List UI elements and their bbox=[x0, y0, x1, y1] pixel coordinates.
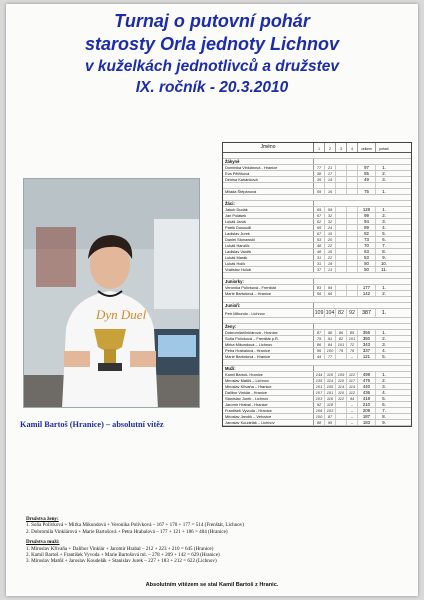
player-name: Marie Bartošová - Hranice bbox=[223, 354, 314, 359]
table-header bbox=[223, 143, 411, 153]
round-score: 82 bbox=[336, 309, 347, 317]
men-team-result: 1. Miroslav Křivaňa + Dalibor Vinklár + Jaromír Hrabal – 212 + 223 + 210 = 645 (Hranice) bbox=[26, 545, 214, 552]
header-round-1: 1 bbox=[314, 143, 325, 152]
placement: 2. bbox=[382, 336, 386, 341]
round-score: 116 bbox=[325, 372, 336, 377]
player-name: Stanislav Jurek - Lichnov bbox=[223, 396, 314, 401]
total-score: 440 bbox=[358, 384, 376, 389]
player-name: Dalibor Vinklár - Hranice bbox=[223, 390, 314, 395]
placement: 1. bbox=[382, 165, 386, 170]
round-score: 72 bbox=[347, 342, 358, 347]
player-name: Jakub Dudák bbox=[223, 207, 314, 212]
placement: 1. bbox=[382, 189, 386, 194]
men-team-result: 2. Kamil Bartoš + František Vyvoda + Marie Bartošová ml. – 278 + 209 + 142 = 629 (Hranice) bbox=[26, 552, 220, 559]
round-score: 144 bbox=[314, 372, 325, 377]
total-score: 70 bbox=[358, 243, 376, 248]
round-score: 56 bbox=[314, 291, 325, 296]
round-score bbox=[347, 249, 358, 254]
round-score: 114 bbox=[347, 384, 358, 389]
results-table bbox=[222, 142, 412, 427]
round-score: 35 bbox=[314, 177, 325, 182]
round-score bbox=[336, 219, 347, 224]
total-score: 183 bbox=[358, 420, 376, 425]
total-score: 177 bbox=[358, 285, 376, 290]
total-score: 94 bbox=[358, 219, 376, 224]
round-score bbox=[347, 207, 358, 212]
placement: 2. bbox=[382, 378, 386, 383]
round-score: 14 bbox=[325, 177, 336, 182]
round-score bbox=[336, 408, 347, 413]
placement: 5. bbox=[382, 354, 386, 359]
total-score: 418 bbox=[358, 396, 376, 401]
round-score: 59 bbox=[314, 189, 325, 194]
round-score: 59 bbox=[325, 207, 336, 212]
round-score: 104 bbox=[325, 310, 335, 316]
total-score: 97 bbox=[358, 165, 376, 170]
section-title: Ženy: bbox=[223, 324, 314, 329]
total-score: 50 bbox=[358, 267, 376, 272]
round-score: 118 bbox=[325, 402, 336, 407]
round-score bbox=[336, 267, 347, 272]
document-page bbox=[6, 4, 418, 596]
round-score: 117 bbox=[347, 378, 358, 383]
round-score: 31 bbox=[314, 255, 325, 260]
round-score: 37 bbox=[314, 267, 325, 272]
round-score: 75 bbox=[336, 348, 347, 353]
player-name: Lukáš Hanzlík bbox=[223, 243, 314, 248]
photo-caption: Kamil Bartoš (Hranice) – absolutní vítěz bbox=[20, 420, 164, 429]
round-score: 116 bbox=[325, 396, 336, 401]
round-score bbox=[347, 213, 358, 218]
round-score bbox=[336, 255, 347, 260]
round-score: – bbox=[347, 408, 358, 413]
player-name: Ladislav Vaněk bbox=[223, 249, 314, 254]
document-title bbox=[6, 10, 418, 98]
round-score: – bbox=[347, 420, 358, 425]
round-score: 62 bbox=[314, 219, 325, 224]
round-score: 31 bbox=[314, 261, 325, 266]
round-score bbox=[336, 414, 347, 419]
round-score: 21 bbox=[325, 165, 336, 170]
round-score bbox=[336, 207, 347, 212]
placement: 3. bbox=[382, 219, 386, 224]
section-title: Junioři: bbox=[223, 303, 314, 308]
round-score bbox=[336, 243, 347, 248]
total-score: 75 bbox=[358, 189, 376, 194]
player-name: Lukáš Marák bbox=[223, 255, 314, 260]
men-team-result: 3. Miroslav Matůš + Jaroslav Koudelák + Stanislav Jurek – 227 + 183 + 212 = 622 (Lichnov) bbox=[26, 558, 217, 565]
round-score: 86 bbox=[314, 342, 325, 347]
round-score: 112 bbox=[336, 396, 347, 401]
placement: 5. bbox=[382, 231, 386, 236]
placement: 1. bbox=[382, 372, 386, 377]
placement: 8. bbox=[382, 414, 386, 419]
round-score: 91 bbox=[325, 336, 336, 341]
player-name: Jaromír Hrabal - Hranice bbox=[223, 402, 314, 407]
total-score: 89 bbox=[358, 225, 376, 230]
round-score bbox=[314, 183, 325, 188]
player-name: Jaroslav Koudelák – Lichnov bbox=[223, 420, 314, 425]
player-name: Petra Hrabalová - Hranice bbox=[223, 348, 314, 353]
player-name: Patrik Dosoudil bbox=[223, 225, 314, 230]
round-score: 110 bbox=[336, 378, 347, 383]
round-score: 22 bbox=[325, 255, 336, 260]
round-score: 84 bbox=[325, 342, 336, 347]
round-score: 110 bbox=[336, 390, 347, 395]
round-score: 101 bbox=[347, 336, 358, 341]
round-score bbox=[325, 183, 336, 188]
placement: 4. bbox=[382, 225, 386, 230]
placement: 9. bbox=[382, 420, 386, 425]
total-score bbox=[358, 183, 376, 188]
round-score: 22 bbox=[325, 243, 336, 248]
total-score: 356 bbox=[358, 330, 376, 335]
player-name: Marie Bartošová – Hranice bbox=[223, 291, 314, 296]
round-score: 101 bbox=[336, 342, 347, 347]
placement: 1. bbox=[381, 310, 387, 316]
round-score: 69 bbox=[314, 207, 325, 212]
round-score: 82 bbox=[336, 336, 347, 341]
round-score: 19 bbox=[325, 261, 336, 266]
round-score: 24 bbox=[325, 225, 336, 230]
player-name: Daniel Stonawski bbox=[223, 237, 314, 242]
round-score: 100 bbox=[325, 348, 336, 353]
placement: 1. bbox=[382, 207, 386, 212]
round-score: 112 bbox=[347, 372, 358, 377]
round-score: 107 bbox=[314, 390, 325, 395]
round-score: 67 bbox=[314, 213, 325, 218]
round-score: 109 bbox=[336, 372, 347, 377]
round-score bbox=[336, 261, 347, 266]
player-name: Miroslav Jandík – Veřovice bbox=[223, 414, 314, 419]
women-team-result: 1. Soňa Polívková + Mirka Mikundová + Veronika Polívková – 167 + 170 + 177 = 514 (Frenštát, Lichnov) bbox=[26, 522, 245, 529]
round-score: 101 bbox=[325, 390, 336, 395]
total-score: 499 bbox=[358, 372, 376, 377]
total-score: 187 bbox=[358, 414, 376, 419]
header-round-2: 2 bbox=[325, 143, 336, 152]
placement: 1. bbox=[382, 285, 386, 290]
round-score: – bbox=[347, 354, 358, 359]
round-score: 98 bbox=[325, 330, 336, 335]
total-score: 350 bbox=[358, 336, 376, 341]
placement: 7. bbox=[382, 408, 386, 413]
round-score bbox=[336, 420, 347, 425]
round-score: 114 bbox=[336, 384, 347, 389]
section-title: Žákyně bbox=[223, 159, 314, 164]
round-score bbox=[336, 249, 347, 254]
total-score: 99 bbox=[358, 213, 376, 218]
round-score bbox=[336, 165, 347, 170]
placement: 8. bbox=[382, 249, 386, 254]
header-name: Jméno bbox=[223, 143, 314, 152]
round-score bbox=[336, 171, 347, 176]
round-score: 103 bbox=[314, 396, 325, 401]
table-body bbox=[223, 153, 411, 426]
round-score: 103 bbox=[325, 408, 336, 413]
round-score: 77 bbox=[325, 354, 336, 359]
round-score bbox=[336, 213, 347, 218]
round-score: 88 bbox=[314, 420, 325, 425]
total-score: 63 bbox=[358, 249, 376, 254]
total-score: 49 bbox=[358, 177, 376, 182]
total-score: 387 bbox=[358, 309, 376, 317]
placement: 6. bbox=[382, 237, 386, 242]
player-name: Mirka Mikundová – Lichnov bbox=[223, 342, 314, 347]
round-score: 77 bbox=[314, 165, 325, 170]
round-score bbox=[347, 291, 358, 296]
placement: 2. bbox=[382, 291, 386, 296]
total-score: 337 bbox=[358, 348, 376, 353]
round-score bbox=[336, 291, 347, 296]
title-line-2: starosty Orla jednoty Lichnov bbox=[84, 34, 340, 54]
round-score bbox=[347, 285, 358, 290]
table-row bbox=[223, 420, 411, 426]
round-score: – bbox=[347, 402, 358, 407]
placement: 7. bbox=[382, 243, 386, 248]
header-round-4: 4 bbox=[347, 143, 358, 152]
round-score: 86 bbox=[336, 330, 347, 335]
player-name: Lukáš Holík bbox=[223, 261, 314, 266]
round-score bbox=[347, 183, 358, 188]
round-score: 13 bbox=[325, 267, 336, 272]
player-name: Miroslav Matůš – Lichnov bbox=[223, 378, 314, 383]
round-score bbox=[336, 354, 347, 359]
round-score: 79 bbox=[314, 336, 325, 341]
title-line-3: v kuželkách jednotlivců a družstev bbox=[84, 58, 340, 75]
round-score: 94 bbox=[325, 285, 336, 290]
total-score: 73 bbox=[358, 237, 376, 242]
round-score: 92 bbox=[347, 309, 358, 317]
total-score: 82 bbox=[358, 231, 376, 236]
round-score: 92 bbox=[314, 402, 325, 407]
player-name: Soňa Polívková – Frenštát p.R. bbox=[223, 336, 314, 341]
placement: 3. bbox=[382, 177, 386, 182]
round-score: 106 bbox=[314, 408, 325, 413]
round-score bbox=[347, 231, 358, 236]
round-score: 87 bbox=[325, 414, 336, 419]
player-name: Veronika Polívková - Frenštát bbox=[223, 285, 314, 290]
round-score: 44 bbox=[314, 354, 325, 359]
round-score: 112 bbox=[347, 390, 358, 395]
round-score: 87 bbox=[314, 330, 325, 335]
men-teams-block bbox=[26, 539, 416, 565]
player-name bbox=[223, 183, 314, 188]
round-score: 135 bbox=[314, 378, 325, 383]
shirt-text: Dyn Duel bbox=[96, 307, 147, 322]
round-score: 100 bbox=[314, 414, 325, 419]
round-score: 38 bbox=[314, 171, 325, 176]
total-score: 436 bbox=[358, 390, 376, 395]
round-score: 94 bbox=[347, 396, 358, 401]
round-score: 53 bbox=[314, 237, 325, 242]
title-line-1: Turnaj o putovní pohár bbox=[114, 11, 310, 31]
round-score: 105 bbox=[325, 384, 336, 389]
table-row bbox=[223, 309, 411, 318]
round-score bbox=[336, 183, 347, 188]
placement: 11. bbox=[381, 267, 387, 272]
total-score: 50 bbox=[358, 261, 376, 266]
section-title: Juniorky: bbox=[223, 279, 314, 284]
round-score bbox=[336, 189, 347, 194]
absolute-winner-note: Absolutním vítězem se stal Kamil Bartoš z Hranic. bbox=[145, 582, 279, 588]
placement: 10. bbox=[381, 261, 387, 266]
round-score: 67 bbox=[314, 231, 325, 236]
player-name: Miroslav Křivaňa – Hranice bbox=[223, 384, 314, 389]
team-results bbox=[26, 516, 416, 569]
section-title: Žáci: bbox=[223, 201, 314, 206]
winner-photo bbox=[23, 178, 200, 408]
placement: 1. bbox=[382, 330, 386, 335]
player-name: Dominika Vinklárová - Hranice bbox=[223, 165, 314, 170]
player-name: Kamil Bartoš- Hranice bbox=[223, 372, 314, 377]
round-score: 101 bbox=[314, 384, 325, 389]
player-name: Vratislav Holub bbox=[223, 267, 314, 272]
men-teams-title: Družstva muži: bbox=[26, 539, 60, 546]
player-name: Lukáš Jaroš bbox=[223, 219, 314, 224]
round-score: 66 bbox=[325, 291, 336, 296]
round-score: 17 bbox=[325, 171, 336, 176]
player-name: Jan Polášek bbox=[223, 213, 314, 218]
round-score: 15 bbox=[325, 249, 336, 254]
placement: 2. bbox=[382, 171, 386, 176]
winner-photo-illustration bbox=[24, 179, 200, 408]
total-score: 121 bbox=[358, 354, 376, 359]
round-score: 114 bbox=[325, 378, 336, 383]
header-place: pořadí bbox=[379, 147, 389, 151]
round-score: 76 bbox=[347, 348, 358, 353]
round-score: 96 bbox=[314, 348, 325, 353]
round-score bbox=[347, 171, 358, 176]
player-name: Petr Mikundo - Lichnov bbox=[223, 309, 314, 317]
round-score: 83 bbox=[314, 285, 325, 290]
placement: 4. bbox=[382, 348, 386, 353]
round-score bbox=[336, 177, 347, 182]
placement: 6. bbox=[382, 402, 386, 407]
player-name: DobromilaVinklárová - Hranice bbox=[223, 330, 314, 335]
women-team-result: 2. Dobromila Vinklárová + Marie Bartošová + Petra Hrabalová – 177 + 121 + 186 = 484 (Hranice) bbox=[26, 528, 228, 535]
player-name: Ladislav Jurek bbox=[223, 231, 314, 236]
round-score bbox=[347, 189, 358, 194]
title-line-4: IX. ročník - 20.3.2010 bbox=[135, 79, 289, 96]
round-score bbox=[347, 255, 358, 260]
player-name: Milada Štěpánová bbox=[223, 189, 314, 194]
round-score: 15 bbox=[325, 231, 336, 236]
player-name: Eva Pětříková bbox=[223, 171, 314, 176]
placement: 3. bbox=[382, 342, 386, 347]
round-score bbox=[336, 225, 347, 230]
section-title: Muži: bbox=[223, 366, 314, 371]
header-total: celkem bbox=[358, 143, 376, 152]
round-score bbox=[347, 267, 358, 272]
round-score bbox=[347, 219, 358, 224]
round-score: 48 bbox=[314, 249, 325, 254]
round-score bbox=[347, 165, 358, 170]
round-score bbox=[347, 225, 358, 230]
round-score bbox=[336, 231, 347, 236]
round-score bbox=[336, 402, 347, 407]
round-score bbox=[347, 177, 358, 182]
total-score: 476 bbox=[358, 378, 376, 383]
player-name: Denisa Kahánková bbox=[223, 177, 314, 182]
total-score: 209 bbox=[358, 408, 376, 413]
total-score: 55 bbox=[358, 171, 376, 176]
header-round-3: 3 bbox=[336, 143, 347, 152]
round-score: 32 bbox=[325, 213, 336, 218]
round-score bbox=[336, 285, 347, 290]
placement: 4. bbox=[382, 390, 386, 395]
total-score: 53 bbox=[358, 255, 376, 260]
total-score: 128 bbox=[358, 207, 376, 212]
round-score: 32 bbox=[325, 219, 336, 224]
round-score bbox=[347, 243, 358, 248]
women-teams-title: Družstva ženy: bbox=[26, 516, 59, 522]
round-score: 16 bbox=[325, 189, 336, 194]
round-score bbox=[347, 261, 358, 266]
placement bbox=[376, 183, 392, 188]
total-score: 142 bbox=[358, 291, 376, 296]
round-score: 85 bbox=[347, 330, 358, 335]
placement: 5. bbox=[382, 396, 386, 401]
total-score: 343 bbox=[358, 342, 376, 347]
round-score: 20 bbox=[325, 237, 336, 242]
round-score bbox=[347, 237, 358, 242]
round-score bbox=[336, 237, 347, 242]
round-score: 109 bbox=[314, 310, 324, 316]
round-score: 95 bbox=[325, 420, 336, 425]
round-score: 48 bbox=[314, 243, 325, 248]
player-name: František Vyvoda - Hranice bbox=[223, 408, 314, 413]
placement: 9. bbox=[382, 255, 386, 260]
placement: 2. bbox=[382, 213, 386, 218]
placement: 3. bbox=[382, 384, 386, 389]
round-score: 65 bbox=[314, 225, 325, 230]
women-teams-block bbox=[26, 516, 416, 535]
total-score: 210 bbox=[358, 402, 376, 407]
round-score: – bbox=[347, 414, 358, 419]
